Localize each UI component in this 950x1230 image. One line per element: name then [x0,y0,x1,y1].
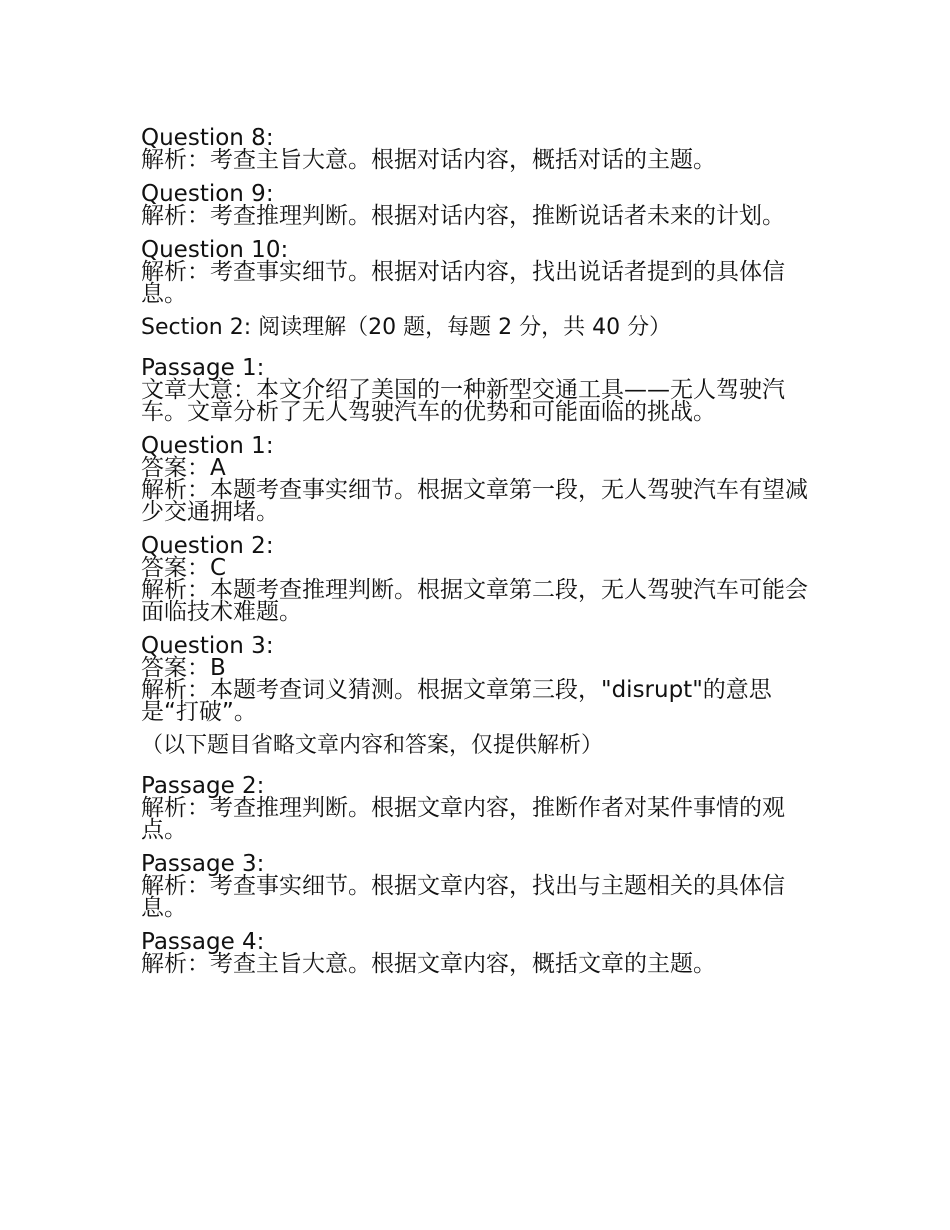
passage-4-block [141,931,816,975]
question-heading: Question 1: [141,433,274,459]
question-heading: Question 2: [141,533,274,559]
document-page [141,127,816,987]
question-analysis: 解析：本题考查事实细节。根据文章第一段，无人驾驶汽车有望减少交通拥堵。 [141,477,808,525]
passage-heading: Passage 1: [141,355,265,381]
passage-analysis: 解析：考查推理判断。根据文章内容，推断作者对某件事情的观点。 [141,795,785,843]
question-answer: 答案：C [141,555,227,581]
question-analysis: 解析：本题考查推理判断。根据文章第二段，无人驾驶汽车可能会面临技术难题。 [141,577,808,625]
passage-analysis: 解析：考查事实细节。根据文章内容，找出与主题相关的具体信息。 [141,873,785,921]
listening-question-9 [141,183,816,227]
omission-note: （以下题目省略文章内容和答案，仅提供解析） [141,733,604,758]
question-heading: Question 3: [141,633,274,659]
section-2-title: Section 2: 阅读理解（20 题，每题 2 分，共 40 分） [141,315,672,340]
question-heading: Question 9: [141,181,274,207]
question-heading: Question 8: [141,125,274,151]
question-analysis: 解析：考查推理判断。根据对话内容，推断说话者未来的计划。 [141,203,785,229]
listening-question-10 [141,239,816,305]
passage-2-block [141,775,816,841]
question-heading: Question 10: [141,237,289,263]
passage-heading: Passage 3: [141,851,265,877]
passage-heading: Passage 4: [141,929,265,955]
passage-1-question-3 [141,635,816,723]
question-answer: 答案：B [141,655,226,681]
passage-summary: 文章大意：本文介绍了美国的一种新型交通工具——无人驾驶汽车。文章分析了无人驾驶汽车的优势和可能面临的挑战。 [141,377,785,425]
question-analysis: 解析：考查主旨大意。根据对话内容，概括对话的主题。 [141,147,716,173]
passage-analysis: 解析：考查主旨大意。根据文章内容，概括文章的主题。 [141,951,716,977]
question-analysis: 解析：考查事实细节。根据对话内容，找出说话者提到的具体信息。 [141,259,785,307]
question-analysis: 解析：本题考查词义猜测。根据文章第三段，"disrupt"的意思是“打破”。 [141,677,772,725]
passage-heading: Passage 2: [141,773,265,799]
question-answer: 答案：A [141,455,226,481]
passage-1-question-2 [141,535,816,623]
passage-1-summary-block [141,357,816,423]
listening-question-8 [141,127,816,171]
passage-3-block [141,853,816,919]
passage-1-question-1 [141,435,816,523]
